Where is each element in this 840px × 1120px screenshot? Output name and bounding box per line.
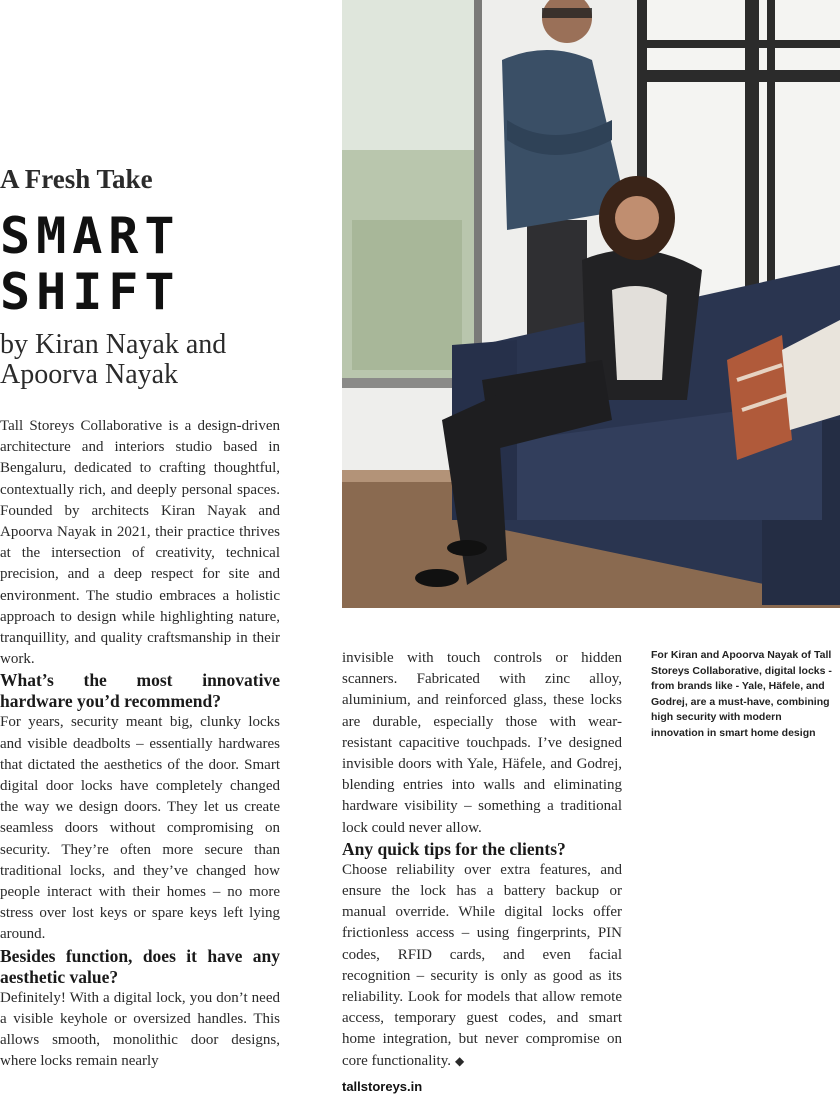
answer-1: For years, security meant big, clunky locks and visible deadbolts – essentially hardwares that dictated the aesthetics of the door. Smart digital door locks have completely changed the way we design doors. They let us create seamless doors without compromising on security. They’re often more secure than traditional locks, and they’ve changed how people interact with their homes – no more stress over lost keys or spare keys left lying around. [0,714,280,943]
answer-2-part-2: invisible with touch controls or hidden scanners. Fabricated with zinc alloy, aluminium, and reinforced glass, these locks are durable, especially those with wear-resistant capacitive touchpads. I’ve designed invisible doors with Yale, Häfele, and Godrej, blending entries into walls and eliminating hardware visibility – something a traditional lock could never allow. [342,650,622,836]
question-1: What’s the most innovative hardware you’d recommend? [0,670,280,712]
intro-paragraph: Tall Storeys Collaborative is a design-driven architecture and interiors studio based in Bengaluru, dedicated to crafting thoughtful, contextually rich, and deeply personal spaces. Founded by architects Kiran Nayak and Apoorva Nayak in 2021, their practice thrives at the intersection of creativity, technical precision, and a deep respect for site and environment. The studio embraces a holistic approach to design while highlighting nature, tranquillity, and quality craftsmanship in their work. [0,418,280,668]
column-2 [342,648,622,1097]
answer-3 [342,860,622,1072]
portrait-photo-illustration [342,0,840,608]
question-3: Any quick tips for the clients? [342,838,566,859]
answer-3-text: Choose reliability over extra features, and ensure the lock has a battery backup or manual override. While digital locks offer frictionless access – using fingerprints, PIN codes, RFID cards, and even facial recognition – security is only as good as its reliability. Look for models that allow remote access, temporary guest codes, and smart home integration, but never compromise on core functionality. [342,861,622,1069]
website-link[interactable]: tallstoreys.in [342,1078,423,1094]
byline-line-1: by Kiran Nayak and [0,329,227,360]
question-2: Besides function, does it have any aesthetic value? [0,945,280,987]
end-mark-icon: ◆ [454,1053,465,1068]
byline-line-2: Apoorva Nayak [0,359,179,390]
answer-2-part-1: Definitely! With a digital lock, you don’t need a visible keyhole or oversized handles. This allows smooth, monolithic door designs, where locks remain nearly [0,989,280,1070]
column-1 [0,416,280,1072]
byline [0,330,330,390]
portrait-photo [342,0,840,608]
title-line-2: SHIFT [0,263,181,321]
article-title [0,208,330,320]
title-line-1: SMART [0,207,181,265]
photo-caption: For Kiran and Apoorva Nayak of Tall Storeys Collaborative, digital locks - from brands like - Yale, Häfele, and Godrej, are a must-have, combining high security with modern innovation in smart home design [651,649,832,739]
article-kicker: A Fresh Take [0,164,153,194]
